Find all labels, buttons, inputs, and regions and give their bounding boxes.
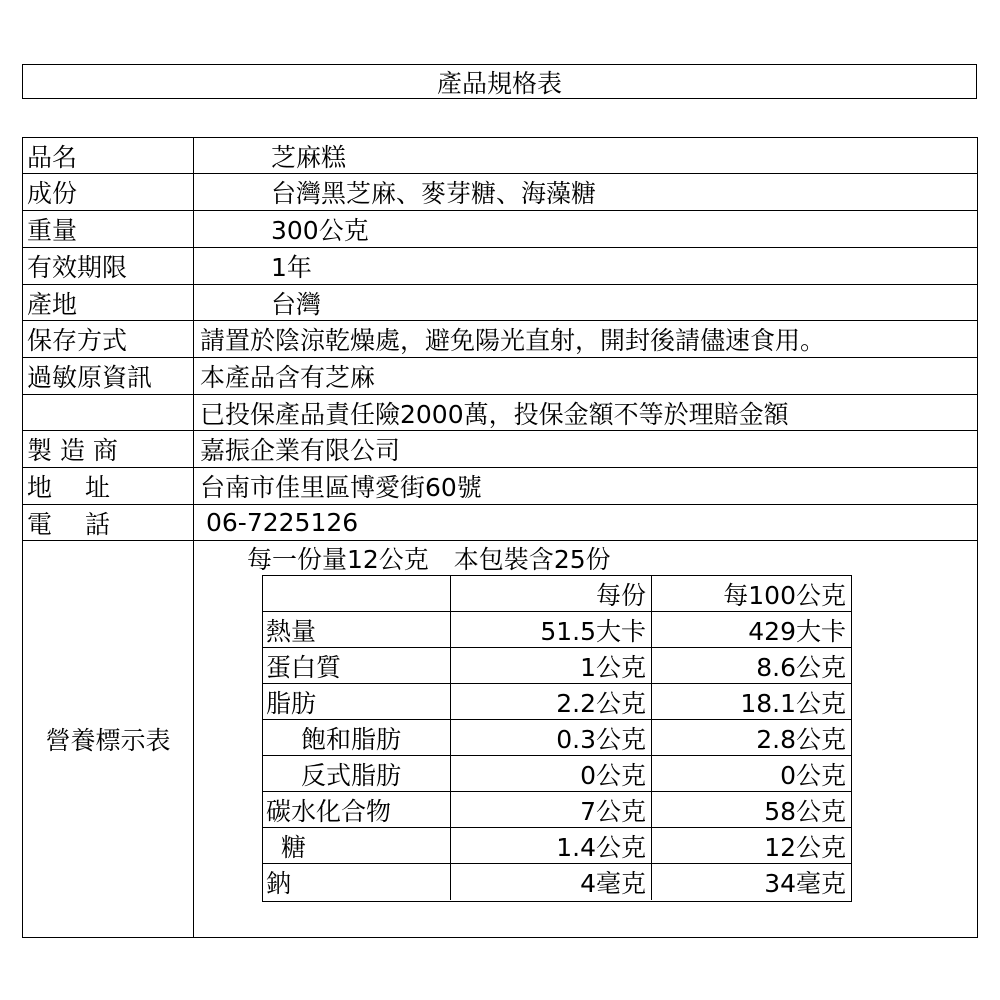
spec-value: 台南市佳里區博愛街60號 [200,473,482,502]
spec-row-name [23,138,977,174]
spec-row-insurance [23,395,977,431]
nutrient-per-serving: 1.4公克 [451,828,652,863]
spec-label: 保存方式 [23,321,194,357]
serving-info: 每一份量12公克 本包裝含25份 [247,545,611,574]
nutrition-header-per-100g: 每100公克 [723,580,846,610]
nutrition-row-fat [263,684,851,720]
nutrient-name: 脂肪 [263,684,451,719]
spec-label: 電 話 [23,505,194,540]
nutrient-per-serving: 1公克 [451,648,652,683]
nutrient-name: 蛋白質 [263,648,451,683]
nutrition-header-blank [263,576,451,611]
nutrient-per-100g: 2.8公克 [756,724,846,754]
nutrition-row-sodium [263,864,851,900]
spec-row-manufacturer [23,431,977,468]
spec-label: 產地 [23,285,194,320]
spec-value: 1年 [271,253,312,282]
nutrient-per-100g: 8.6公克 [756,652,846,682]
nutrient-per-serving: 2.2公克 [451,684,652,719]
spec-row-allergen [23,358,977,395]
spec-value: 06-7225126 [206,508,359,537]
spec-label: 製 造 商 [23,431,194,467]
spec-row-phone [23,505,977,541]
spec-label: 地 址 [23,468,194,504]
spec-value: 台灣 [271,289,322,319]
nutrient-per-serving: 0.3公克 [451,720,652,755]
spec-label: 過敏原資訊 [23,358,194,394]
nutrient-per-100g: 12公克 [764,832,846,862]
nutrient-per-100g: 58公克 [764,796,846,826]
nutrient-per-serving: 4毫克 [451,864,652,900]
nutrient-name: 鈉 [263,864,451,900]
nutrition-row-carbohydrate [263,792,851,828]
nutrient-name: 飽和脂肪 [263,720,451,755]
nutrient-per-100g: 34毫克 [764,869,846,898]
nutrient-per-100g: 18.1公克 [740,688,846,718]
spec-value: 已投保產品責任險2000萬，投保金額不等於理賠金額 [200,399,789,429]
nutrient-per-100g: 429大卡 [748,616,846,646]
nutrition-table [262,575,852,902]
nutrition-label: 營養標示表 [23,541,194,937]
spec-label: 重量 [23,211,194,247]
nutrient-per-100g: 0公克 [780,760,846,790]
spec-row-address [23,468,977,505]
nutrition-row-saturated-fat [263,720,851,756]
spec-value: 本產品含有芝麻 [200,363,376,392]
nutrition-header-row [263,576,851,612]
spec-label: 品名 [23,138,194,173]
nutrient-per-serving: 7公克 [451,792,652,827]
nutrient-per-serving: 0公克 [451,756,652,791]
nutrition-header-per-serving: 每份 [451,576,652,611]
spec-label: 成份 [23,174,194,210]
spec-row-storage [23,321,977,358]
spec-row-ingredients [23,174,977,211]
spec-value: 300公克 [271,216,369,245]
spec-label: 有效期限 [23,248,194,284]
nutrient-name: 反式脂肪 [263,756,451,791]
nutrition-row-trans-fat [263,756,851,792]
nutrient-name: 糖 [263,828,451,863]
spec-row-shelf-life [23,248,977,285]
nutrition-row-protein [263,648,851,684]
nutrient-per-serving: 51.5大卡 [451,612,652,647]
spec-value: 芝麻糕 [271,142,347,172]
spec-row-origin [23,285,977,321]
spec-value: 嘉振企業有限公司 [200,436,401,465]
spec-label [23,395,194,430]
spec-value: 台灣黑芝麻、麥芽糖、海藻糖 [271,179,597,208]
nutrient-name: 碳水化合物 [263,792,451,827]
spec-value: 請置於陰涼乾燥處，避免陽光直射，開封後請儘速食用。 [200,326,826,355]
spec-row-weight [23,211,977,248]
nutrient-name: 熱量 [263,612,451,647]
page-title: 產品規格表 [22,64,977,99]
nutrition-row-calories [263,612,851,648]
nutrition-row-sugar [263,828,851,864]
